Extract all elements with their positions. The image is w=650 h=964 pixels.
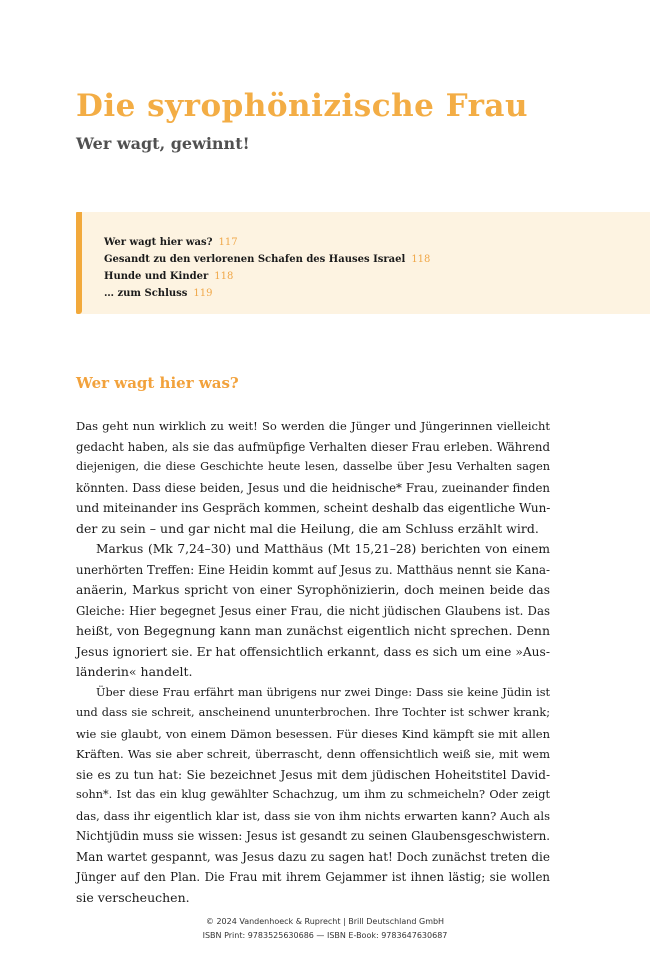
text-line: das, dass ihr eigentlich klar ist, dass sie von ihm nichts erwarten kann? Auch als: [76, 808, 550, 823]
text-line: Über diese Frau erfährt man übrigens nur zwei Dinge: Dass sie keine Jüdin ist: [96, 685, 550, 699]
text-line: Markus (Mk 7,24–30) und Matthäus (Mt 15,21–28) berichten von einem: [96, 542, 550, 556]
text-line: der zu sein – und gar nicht mal die Heilung, die am Schluss erzählt wird.: [76, 520, 539, 536]
text-line: Jesus ignoriert sie. Er hat offensichtlich erkannt, dass es sich um eine »Aus-: [76, 644, 550, 659]
text-line: anäerin, Markus spricht von einer Syrophönizierin, doch meinen beide das: [76, 583, 550, 597]
chapter-subtitle: Wer wagt, gewinnt!: [76, 134, 250, 153]
text-line: Kräften. Was sie aber schreit, überrascht, denn offensichtlich weiß sie, mit wem: [76, 747, 550, 761]
text-line: könnten. Dass diese beiden, Jesus und die heidnische* Frau, zueinander finden: [76, 480, 550, 495]
copyright-line: © 2024 Vandenhoeck & Ruprecht | Brill Deutschland GmbH: [205, 917, 445, 926]
text-line: und miteinander ins Gespräch kommen, scheint deshalb das eigentliche Wun-: [76, 501, 551, 515]
toc-entry[interactable]: [104, 268, 430, 285]
section-heading: Wer wagt hier was?: [76, 374, 239, 392]
toc-entry[interactable]: [104, 234, 430, 251]
accent-bar: [76, 212, 82, 314]
text-line: unerhörten Treffen: Eine Heidin kommt auf Jesus zu. Matthäus nennt sie Kana-: [76, 562, 550, 577]
chapter-title: Die syrophönizische Frau: [76, 88, 529, 124]
text-line: heißt, von Begegnung kann man zunächst eigentlich nicht sprechen. Denn: [76, 623, 550, 638]
toc-entry-label: Gesandt zu den verlorenen Schafen des Hauses Israel: [104, 254, 406, 265]
text-line: Nichtjüdin muss sie wissen: Jesus ist gesandt zu seinen Glaubensgeschwistern.: [76, 829, 550, 843]
text-line: Jünger auf den Plan. Die Frau mit ihrem Gejammer ist ihnen lästig; sie wollen: [76, 870, 550, 884]
isbn-line: ISBN Print: 9783525630686 — ISBN E-Book: 9783647630687: [202, 931, 448, 940]
toc-entry-page: 119: [193, 288, 213, 299]
chapter-contents-list: [104, 234, 430, 302]
text-line: und dass sie schreit, anscheinend ununterbrochen. Ihre Tochter ist schwer krank;: [76, 706, 550, 719]
toc-entry-label: … zum Schluss: [104, 288, 188, 299]
text-line: sie verscheuchen.: [76, 889, 190, 905]
toc-entry-page: 117: [218, 237, 238, 248]
toc-entry-page: 118: [411, 254, 431, 265]
chapter-contents-box: [76, 212, 650, 314]
text-line: sohn*. Ist das ein klug gewählter Schachzug, um ihm zu schmeicheln? Oder zeigt: [76, 788, 550, 801]
toc-entry-label: Wer wagt hier was?: [104, 237, 213, 248]
toc-entry[interactable]: [104, 251, 430, 268]
text-line: gedacht haben, als sie das aufmüpfige Verhalten dieser Frau erleben. Während: [76, 439, 550, 454]
text-line: Das geht nun wirklich zu weit! So werden die Jünger und Jüngerinnen vielleicht: [76, 419, 550, 433]
text-line: Gleiche: Hier begegnet Jesus einer Frau, die nicht jüdischen Glaubens ist. Das: [76, 603, 550, 618]
text-line: diejenigen, die diese Geschichte heute lesen, dasselbe über Jesu Verhalten sagen: [76, 460, 550, 473]
toc-entry-page: 118: [214, 271, 234, 282]
text-line: wie sie glaubt, von einem Dämon besessen. Für dieses Kind kämpft sie mit allen: [76, 726, 550, 741]
text-line: sie es zu tun hat: Sie bezeichnet Jesus mit dem jüdischen Hoheitstitel David-: [76, 767, 550, 782]
toc-entry[interactable]: [104, 285, 430, 302]
text-line: länderin« handelt.: [76, 664, 193, 679]
body-text: [76, 416, 550, 908]
toc-entry-label: Hunde und Kinder: [104, 271, 209, 282]
text-line: Man wartet gespannt, was Jesus dazu zu sagen hat! Doch zunächst treten die: [76, 849, 550, 864]
